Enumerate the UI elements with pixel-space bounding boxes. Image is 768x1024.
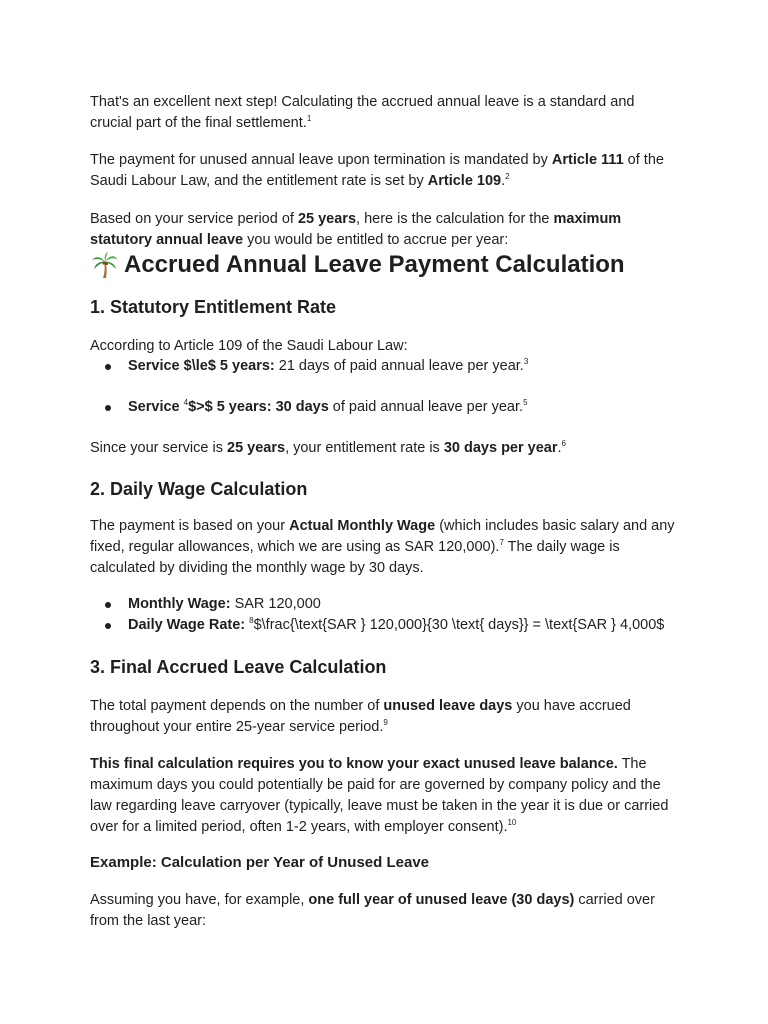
section3-paragraph-1: The total payment depends on the number of unused leave days you have accrued throughout your entire 25-year service period.$^9$ (90, 698, 631, 735)
intro-paragraph-2: The payment for unused annual leave upon termination is mandated by Article 111 of the Saudi Labour Law, and the entitlement rate is set by Article 109.$^2$ (90, 152, 664, 189)
page-title-text: Accrued Annual Leave Payment Calculation (124, 251, 625, 278)
section3-paragraph-3: Assuming you have, for example, one full year of unused leave (30 days) carried over from the last year: (90, 892, 655, 929)
footnote-ref[interactable]: 10 (507, 818, 517, 827)
footnote-ref[interactable]: 7 (499, 538, 504, 547)
footnote-ref[interactable]: 4 (183, 398, 189, 407)
footnote-ref[interactable]: 2 (505, 172, 510, 181)
bullet-icon (105, 364, 111, 370)
footnote-ref[interactable]: 5 (523, 398, 528, 407)
section1-lead: According to Article 109 of the Saudi Labour Law: (90, 338, 408, 354)
list-item: Service $^4$\$>$ 5 years: 30 days of paid annual leave per year.$^5$ (105, 397, 685, 418)
bullet-icon (105, 405, 111, 411)
example-heading: Example: Calculation per Year of Unused Leave (90, 854, 430, 871)
footnote-ref[interactable]: 3 (523, 357, 529, 366)
bullet-icon (105, 623, 111, 629)
intro-paragraph-3: Based on your service period of 25 years, here is the calculation for the maximum statutory annual leave you would be entitled to accrue per year: (90, 211, 622, 248)
section2-paragraph: The payment is based on your Actual Monthly Wage (which includes basic salary and any fixed, regular allowances, which we are using as SAR 120,000).$^7$ The daily wage is calculated by dividing the monthly wage by 30 days. (90, 518, 675, 576)
section-heading-2: 2. Daily Wage Calculation (90, 479, 308, 499)
footnote-ref[interactable]: 6 (561, 439, 566, 448)
list-item: Monthly Wage: SAR 120,000 (105, 594, 685, 615)
section-heading-3: 3. Final Accrued Leave Calculation (90, 657, 387, 677)
footnote-ref[interactable]: 1 (306, 114, 312, 123)
footnote-ref[interactable]: 8 (249, 616, 254, 625)
section3-paragraph-2: This final calculation requires you to know your exact unused leave balance. The maximum days you could potentially be paid for are governed by company policy and the law regarding leave carryover (typically, leave must be taken in the year it is due or carried over for a limited period, often 1-2 years, with employer consent).$^{10}$ (90, 756, 669, 835)
section-heading-1: 1. Statutory Entitlement Rate (90, 297, 337, 317)
palm-tree-icon (90, 251, 118, 279)
intro-paragraph-1: That's an excellent next step! Calculating the accrued annual leave is a standard and crucial part of the final settlement.$^1$ (90, 94, 635, 131)
list-item: Daily Wage Rate: $^8$\$\frac{\text{SAR } 120,000}{30 \text{ days}} = \text{SAR } 4,000$ (105, 615, 685, 636)
list-item: Service $\le$ 5 years: 21 days of paid annual leave per year.$^3$ (105, 356, 685, 377)
footnote-ref[interactable]: 9 (383, 718, 388, 727)
page-title (90, 250, 680, 280)
bullet-icon (105, 602, 111, 608)
section1-summary: Since your service is 25 years, your entitlement rate is 30 days per year.$^6$ (90, 439, 566, 456)
